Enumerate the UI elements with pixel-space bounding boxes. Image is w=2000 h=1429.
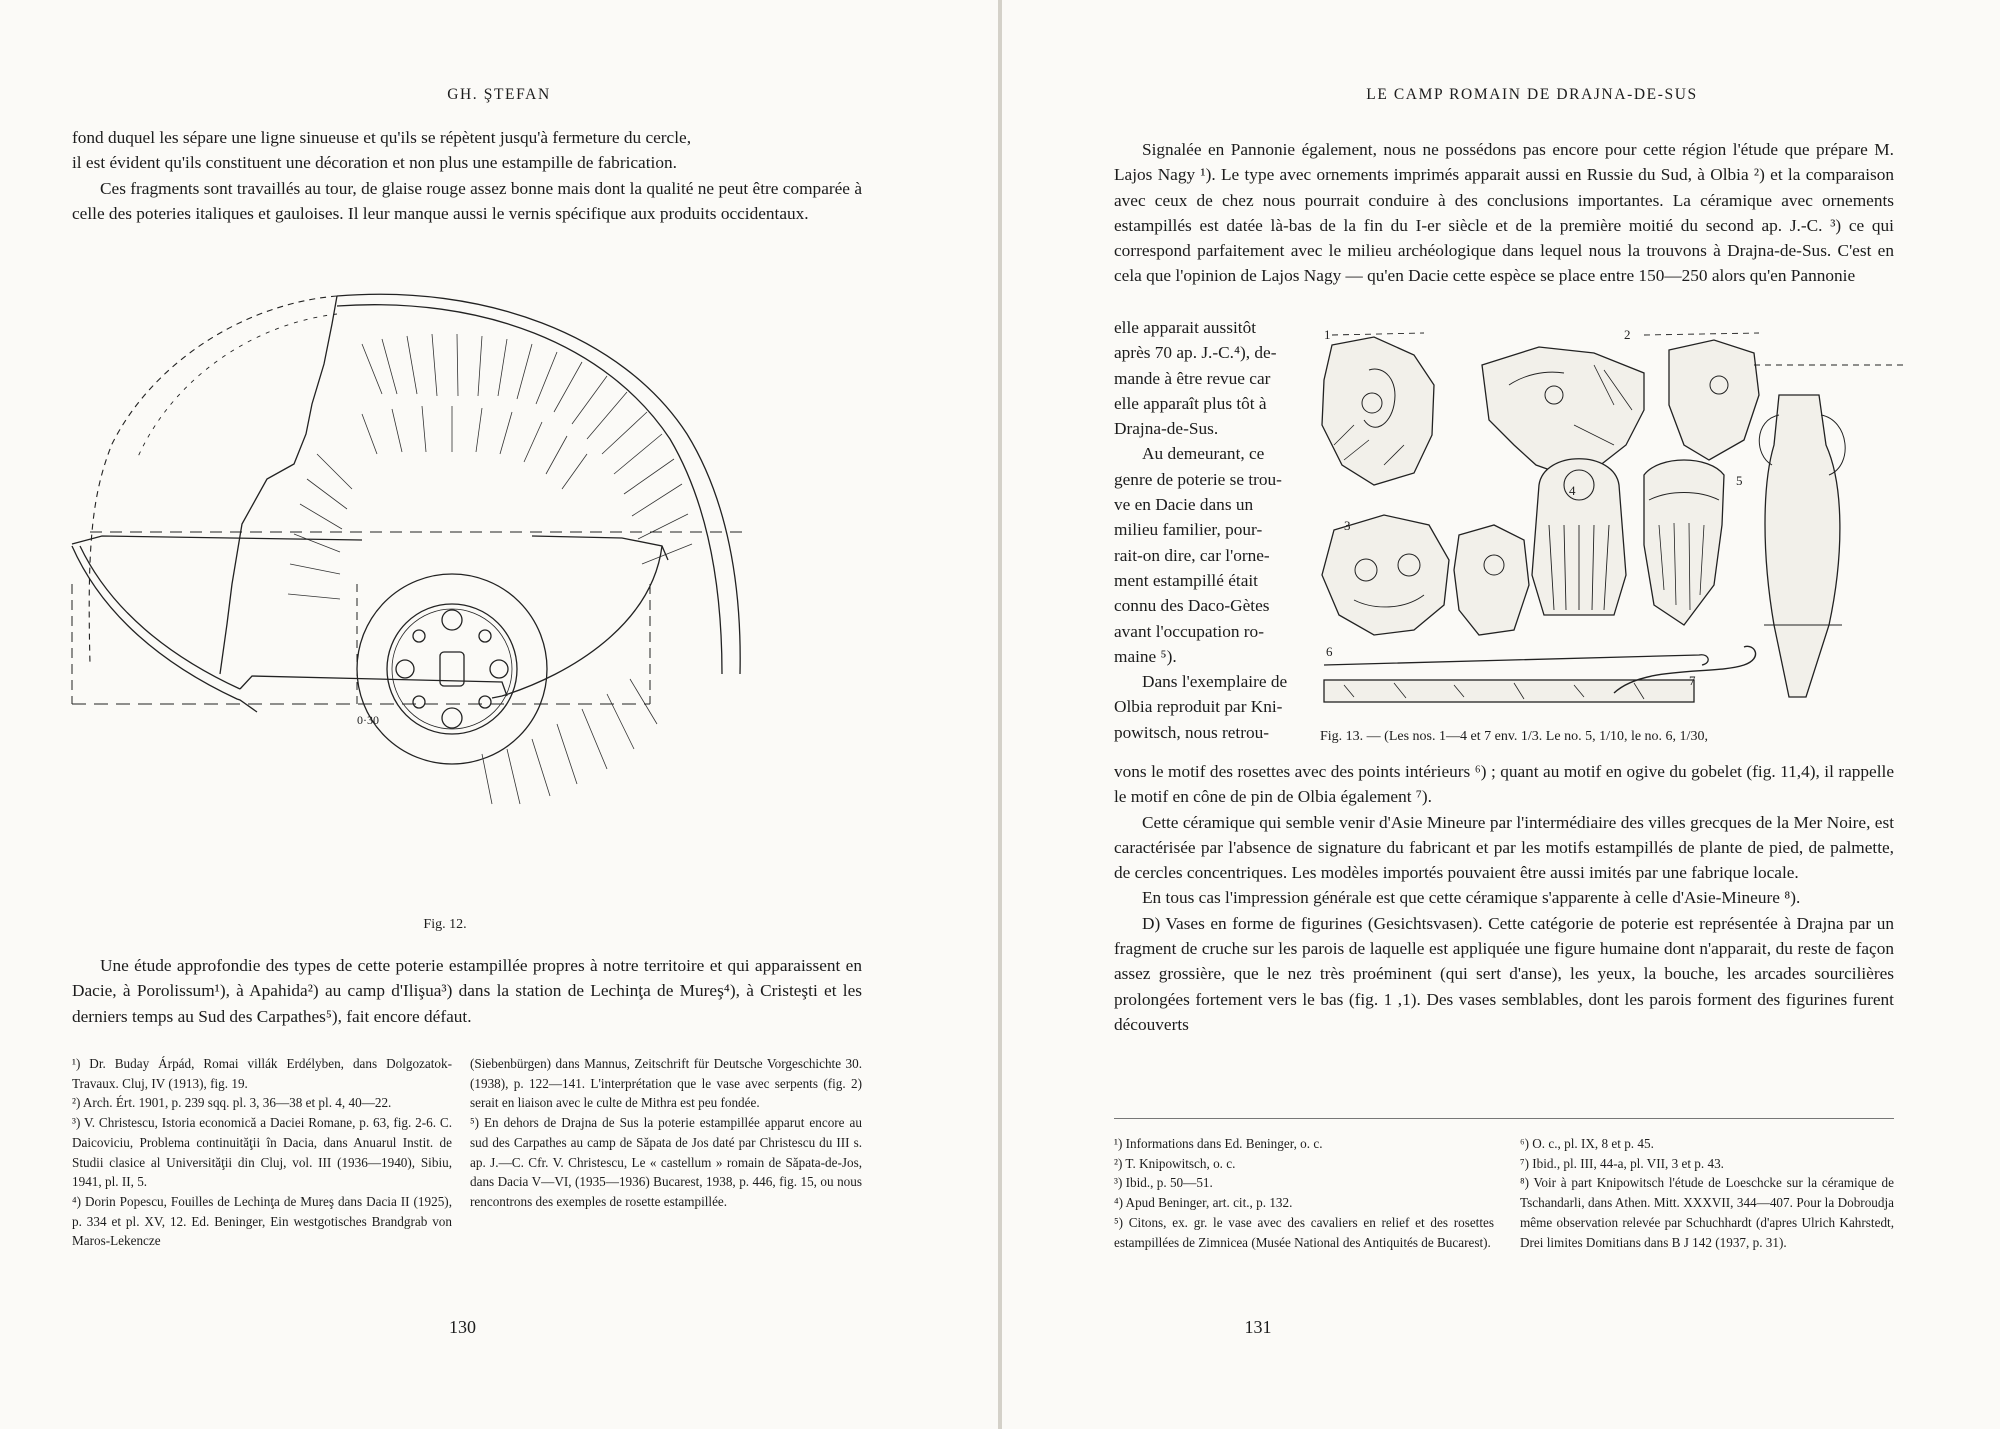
fig-13-label-1: 1 [1324, 327, 1331, 342]
left-paragraph-3: Une étude approfondie des types de cette poterie estampillée propres à notre territoire et qui apparaissent en Dacie, à Porolissum¹), à Apahida²) au camp d'Ilişua³) dans la station de Lechinţa de Mureş⁴), à Cristeşti et les derniers temps au Sud des Carpathes⁵), fait encore défaut. [72, 956, 862, 1026]
right-page [1002, 0, 2000, 1429]
footnote: ¹) Informations dans Ed. Beninger, o. c. [1114, 1136, 1323, 1151]
left-footnotes-col2 [470, 1054, 862, 1212]
footnote: ²) T. Knipowitsch, o. c. [1114, 1155, 1236, 1171]
right-narrow-column [1114, 315, 1298, 745]
right-running-header: LE CAMP ROMAIN DE DRAJNA-DE-SUS [1366, 86, 1698, 103]
fig-12-bowl-drawing [62, 284, 852, 904]
narrow-line: Dans l'exemplaire de [1142, 672, 1288, 692]
right-paragraph-3: En tous cas l'impression générale est que cette céramique s'apparente à celle d'Asie-Mineure ⁸). [1142, 888, 1801, 908]
footnote: ⁵) Citons, ex. gr. le vase avec des cavaliers en relief et des rosettes estampillées de Zimnicea (Musée National des Antiquités de Bucarest). [1114, 1214, 1494, 1250]
footnote: ⁵) En dehors de Drajna de Sus la poterie estampillée apparut encore au sud des Carpathes au camp de Săpata de Jos daté par Christescu du III s. ap. J.—C. Cfr. V. Christescu, Le « castellum » romain de Săpata-de-Jos, dans Dacia V—VI, (1935—1936) Bucarest, 1938, p. 446, fig. 15, ou nous rencontrons des exemples de rosette estampillée. [470, 1115, 862, 1209]
right-paragraph-1: Signalée en Pannonie également, nous ne possédons pas encore pour cette région l'étude que prépare M. Lajos Nagy ¹). Le type avec ornements imprimés apparait aussi en Russie du Sud, à Olbia ²) et la comparaison avec ceux de chez nous pourrait conduire à des conclusions importantes. La céramique avec ornements estampillés est datée là-bas de la fin du I-er siècle et de la première moitié du second ap. J.-C. ³) ce qui correspond parfaitement avec le milieu archéologique dans lequel nous la trouvons à Drajna-de-Sus. C'est en cela que l'opinion de Lajos Nagy — qu'en Dacie cette espèce se place entre 150—250 alors qu'en Pannonie [1114, 140, 1894, 286]
footnote: ⁴) Dorin Popescu, Fouilles de Lechinţa de Mureş dans Dacia II (1925), p. 334 et pl. XV, 12. Ed. Beninger, Ein westgotisches Brandgrab von Maros-Lekencze [72, 1193, 452, 1249]
fig-13-label-6: 6 [1326, 644, 1333, 659]
narrow-line: milieu familier, pour- [1114, 520, 1263, 540]
narrow-line: après 70 ap. J.-C.⁴), de- [1114, 343, 1277, 363]
right-paragraph-2: Cette céramique qui semble venir d'Asie Mineure par l'intermédiaire des villes grecques de la Mer Noire, est caractérisée par l'absence de signature du fabricant et par les motifs estampillés de plante de pied, de palmette, de cercles concentriques. Les modèles importés pouvaient être aussi imités par une fabrique locale. [1114, 812, 1894, 883]
left-page-number: 130 [449, 1317, 476, 1337]
fig-13-label-2: 2 [1624, 327, 1631, 342]
narrow-line: Drajna-de-Sus. [1114, 419, 1219, 439]
intro-line: il est évident qu'ils constituent une décoration et non plus une estampille de fabrication. [72, 153, 677, 173]
narrow-line: Au demeurant, ce [1142, 444, 1265, 464]
footnote-separator [1114, 1118, 1894, 1119]
footnote: ³) V. Christescu, Istoria economică a Daciei Romane, p. 63, fig. 2-6. C. Daicoviciu, Problema continuităţii în Dacia, dans Anuarul Instit. de Studii clasice al Universităţii din Cluj, vol. III (1936—1940), Sibiu, 1941, pl. II, 5. [72, 1115, 452, 1190]
intro-line: fond duquel les sépare une ligne sinueuse et qu'ils se répètent jusqu'à fermeture du cercle, [72, 128, 692, 147]
narrow-line: rait-on dire, car l'orne- [1114, 545, 1270, 565]
right-main-text [1114, 759, 1894, 1037]
left-footnotes-col1 [72, 1054, 452, 1251]
footnote: ⁴) Apud Beninger, art. cit., p. 132. [1114, 1195, 1293, 1211]
fig-13-label-7: 7 [1689, 673, 1696, 688]
left-running-header: GH. ŞTEFAN [447, 86, 551, 103]
fig-13-label-4: 4 [1569, 483, 1576, 498]
right-footnotes-col1 [1114, 1134, 1494, 1252]
right-page-number: 131 [1244, 1317, 1272, 1337]
narrow-line: maine ⁵). [1114, 646, 1177, 666]
footnote: (Siebenbürgen) dans Mannus, Zeitschrift für Deutsche Vorgeschichte 30. (1938), p. 122—141. L'interprétation que le vase avec serpents (fig. 2) serait en liaison avec le culte de Mithra est peu fondée. [470, 1056, 862, 1111]
left-page [0, 0, 998, 1429]
narrow-line: connu des Daco-Gètes [1114, 596, 1270, 616]
footnote: ⁷) Ibid., pl. III, 44-a, pl. VII, 3 et p. 43. [1520, 1155, 1724, 1171]
right-paragraph-4: D) Vases en forme de figurines (Gesichtsvasen). Cette catégorie de poterie est représentée à Drajna par un fragment de cruche sur les parois de laquelle est appliquée une figure humaine dont n'apparait, du reste de façon assez grossière, que le nez très proéminent (qui sert d'anse), les yeux, la bouche, les arcades sourcilières prolongées fortement vers le bas (fig. 1 ,1). Des vases semblables, dont les parois forment des figurines furent découverts [1114, 913, 1894, 1034]
footnote: ¹) Dr. Buday Árpád, Romai villák Erdélyben, dans Dolgozatok-Travaux. Cluj, IV (1913), fig. 19. [72, 1056, 452, 1091]
right-paragraph-cont: vons le motif des rosettes avec des points intérieurs ⁶) ; quant au motif en ogive du gobelet (fig. 11,4), il rappelle le motif en cône de pin de Olbia également ⁷). [1114, 762, 1894, 807]
narrow-line: genre de poterie se trou- [1114, 469, 1282, 489]
fig-12-scale-label: 0·30 [357, 713, 379, 727]
footnote: ²) Arch. Ért. 1901, p. 239 sqq. pl. 3, 36—38 et pl. 4, 40—22. [72, 1095, 392, 1111]
left-paragraph-2: Ces fragments sont travaillés au tour, de glaise rouge assez bonne mais dont la qualité ne peut être comparée à celle des poteries italiques et gauloises. Il leur manque aussi le vernis spécifique aux produits occidentaux. [72, 178, 862, 223]
fig-12-caption: Fig. 12. [423, 917, 467, 932]
narrow-line: ve en Dacie dans un [1114, 495, 1254, 515]
narrow-line: elle apparait aussitôt [1114, 318, 1257, 337]
fig-13-label-3: 3 [1344, 518, 1351, 533]
narrow-line: ment estampillé était [1114, 570, 1258, 590]
footnote: ⁶) O. c., pl. IX, 8 et p. 45. [1520, 1136, 1654, 1151]
narrow-line: avant l'occupation ro- [1114, 621, 1264, 641]
fig-13-fragments-drawing [1314, 325, 1914, 717]
left-intro-text [72, 125, 862, 226]
narrow-line: mande à être revue car [1114, 368, 1271, 388]
narrow-line: powitsch, nous retrou- [1114, 722, 1270, 742]
footnote: ³) Ibid., p. 50—51. [1114, 1175, 1213, 1191]
narrow-line: Olbia reproduit par Kni- [1114, 697, 1283, 717]
right-footnotes-col2 [1520, 1134, 1894, 1252]
footnote: ⁸) Voir à part Knipowitsch l'étude de Loeschcke sur la céramique de Tschandarli, dans Athen. Mitt. XXXVII, 344—407. Pour la Dobroudja même observation relevée par Schuchhardt (d'apres Ulrich Kahrstedt, Drei limites Domitians dans B J 142 (1937, p. 31). [1520, 1175, 1894, 1250]
fig-13-caption: Fig. 13. — (Les nos. 1—4 et 7 env. 1/3. Le no. 5, 1/10, le no. 6, 1/30, [1320, 729, 1708, 744]
narrow-line: elle apparaît plus tôt à [1114, 393, 1267, 413]
fig-13-label-5: 5 [1736, 473, 1743, 488]
